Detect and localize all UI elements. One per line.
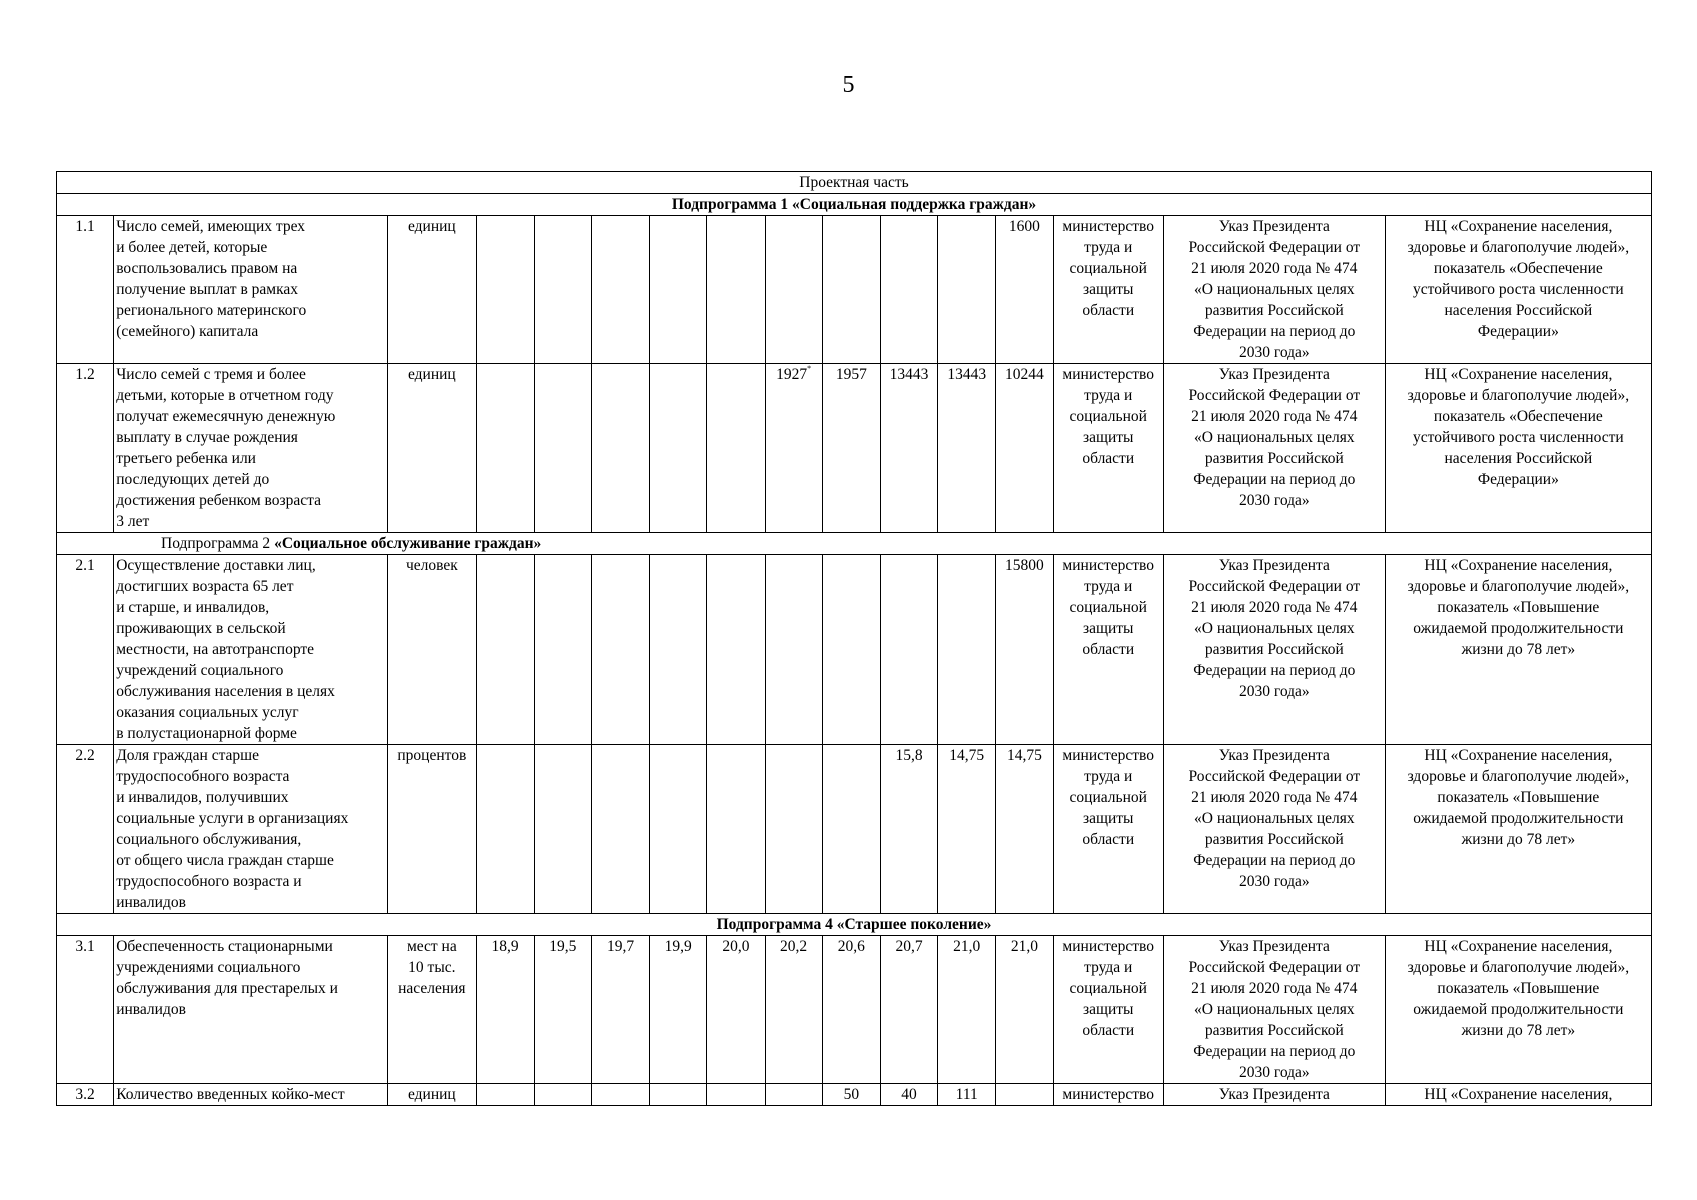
- value-cell: [534, 555, 591, 745]
- legal-basis: [1163, 216, 1385, 364]
- legal-basis: [1163, 745, 1385, 914]
- text-line: социальной: [1069, 260, 1147, 277]
- text-line: защиты: [1083, 620, 1134, 637]
- value-cell: 40: [880, 1084, 937, 1106]
- text-line: НЦ «Сохранение населения,: [1424, 1086, 1613, 1103]
- indicator-row: [57, 216, 1652, 364]
- text-line: процентов: [397, 747, 467, 764]
- text-line: НЦ «Сохранение населения,: [1424, 938, 1613, 955]
- text-line: Указ Президента: [1218, 1086, 1330, 1103]
- responsible-executor: [1053, 555, 1163, 745]
- text-line: 21 июля 2020 года № 474: [1191, 260, 1358, 277]
- text-line: 2030 года»: [1238, 1064, 1310, 1081]
- text-line: Федерации на период до: [1193, 471, 1356, 488]
- text-line: министерство: [1062, 218, 1155, 235]
- text-line: развития Российской: [1204, 831, 1344, 848]
- text-line: Федерации на период до: [1193, 852, 1356, 869]
- text-line: области: [1082, 831, 1135, 848]
- text-line: Указ Президента: [1218, 557, 1330, 574]
- text-line: 10 тыс.: [408, 959, 456, 976]
- text-line: социальной: [1069, 408, 1147, 425]
- text-line: 21 июля 2020 года № 474: [1191, 408, 1358, 425]
- legal-basis: [1163, 555, 1385, 745]
- value-cell: 20,7: [880, 936, 937, 1084]
- value-cell: [996, 1084, 1053, 1106]
- indicator-row: [57, 364, 1652, 533]
- responsible-executor: [1053, 364, 1163, 533]
- text-line: здоровье и благополучие людей»,: [1407, 387, 1630, 404]
- responsible-executor: [1053, 1084, 1163, 1106]
- value-cell: 18,9: [476, 936, 534, 1084]
- text-line: области: [1082, 450, 1135, 467]
- text-line: НЦ «Сохранение населения,: [1424, 366, 1613, 383]
- project-part-label: Проектная часть: [57, 172, 1652, 194]
- value-cell: 21,0: [996, 936, 1053, 1084]
- national-goal: [1385, 936, 1651, 1084]
- value-cell: [707, 555, 765, 745]
- unit-of-measure: [388, 1084, 476, 1106]
- text-line: НЦ «Сохранение населения,: [1424, 747, 1613, 764]
- text-line: защиты: [1083, 810, 1134, 827]
- legal-basis: [1163, 1084, 1385, 1106]
- responsible-executor: [1053, 216, 1163, 364]
- text-line: показатель «Повышение: [1437, 789, 1600, 806]
- unit-of-measure: [388, 364, 476, 533]
- text-line: «О национальных целях: [1194, 429, 1355, 446]
- text-line: трудоспособного возраста и: [116, 873, 302, 890]
- text-line: труда и: [1084, 387, 1133, 404]
- subprogram-row: [57, 194, 1652, 216]
- value-cell: [650, 555, 707, 745]
- indicator-number: 2.1: [57, 555, 114, 745]
- text-line: Указ Президента: [1218, 366, 1330, 383]
- text-line: министерство: [1062, 747, 1155, 764]
- subprogram-title: [57, 533, 1652, 555]
- text-line: здоровье и благополучие людей»,: [1407, 578, 1630, 595]
- text-line: Федерации на период до: [1193, 1043, 1356, 1060]
- indicators-table: [56, 171, 1652, 1106]
- text-line: достижения ребенком возраста: [116, 492, 321, 509]
- value-cell: [476, 364, 534, 533]
- value-cell: [476, 1084, 534, 1106]
- text-line: жизни до 78 лет»: [1461, 1022, 1576, 1039]
- value-cell: 13443: [938, 364, 996, 533]
- text-line: единиц: [407, 218, 456, 235]
- subprogram-name: «Социальное обслуживание граждан»: [274, 535, 542, 552]
- value-cell: [591, 1084, 649, 1106]
- text-line: труда и: [1084, 959, 1133, 976]
- value-cell: 20,0: [707, 936, 765, 1084]
- national-goal: [1385, 216, 1651, 364]
- value-cell: [650, 364, 707, 533]
- text-line: обслуживания населения в целях: [116, 683, 335, 700]
- indicator-name: [114, 216, 388, 364]
- text-line: получение выплат в рамках: [116, 281, 298, 298]
- national-goal: [1385, 364, 1651, 533]
- text-line: министерство: [1062, 366, 1155, 383]
- text-line: Федерации на период до: [1193, 662, 1356, 679]
- text-line: 21 июля 2020 года № 474: [1191, 980, 1358, 997]
- text-line: проживающих в сельской: [116, 620, 286, 637]
- text-line: и инвалидов, получивших: [116, 789, 289, 806]
- text-line: Указ Президента: [1218, 938, 1330, 955]
- text-line: защиты: [1083, 1001, 1134, 1018]
- value-cell: 1600: [996, 216, 1053, 364]
- text-line: Указ Президента: [1218, 218, 1330, 235]
- text-line: инвалидов: [116, 894, 186, 911]
- text-line: Обеспеченность стационарными: [116, 938, 333, 955]
- value-cell: 19,9: [650, 936, 707, 1084]
- text-line: жизни до 78 лет»: [1461, 641, 1576, 658]
- value-cell: [938, 216, 996, 364]
- value-cell: [476, 745, 534, 914]
- subprogram-title: Подпрограмма 4 «Старшее поколение»: [57, 914, 1652, 936]
- value-cell: [765, 216, 822, 364]
- value-cell: [707, 364, 765, 533]
- value-cell: [765, 745, 822, 914]
- value-cell: [822, 555, 880, 745]
- value-cell: [938, 555, 996, 745]
- text-line: достигших возраста 65 лет: [116, 578, 294, 595]
- text-line: единиц: [407, 1086, 456, 1103]
- text-line: учреждениями социального: [116, 959, 301, 976]
- value-cell: [707, 745, 765, 914]
- value-cell: 21,0: [938, 936, 996, 1084]
- value-cell: 19,7: [591, 936, 649, 1084]
- text-line: устойчивого роста численности: [1413, 429, 1624, 446]
- text-line: человек: [405, 557, 458, 574]
- text-line: 21 июля 2020 года № 474: [1191, 599, 1358, 616]
- text-line: ожидаемой продолжительности: [1413, 1001, 1624, 1018]
- text-line: выплату в случае рождения: [116, 429, 298, 446]
- text-line: (семейного) капитала: [116, 323, 259, 340]
- indicator-row: [57, 555, 1652, 745]
- indicator-name: [114, 745, 388, 914]
- text-line: защиты: [1083, 281, 1134, 298]
- value-cell: 20,6: [822, 936, 880, 1084]
- legal-basis: [1163, 364, 1385, 533]
- text-line: и старше, и инвалидов,: [116, 599, 270, 616]
- text-line: оказания социальных услуг: [116, 704, 299, 721]
- national-goal: [1385, 745, 1651, 914]
- value-cell: 10244: [996, 364, 1053, 533]
- indicator-number: 2.2: [57, 745, 114, 914]
- indicator-row: [57, 936, 1652, 1084]
- unit-of-measure: [388, 216, 476, 364]
- value-cell: [822, 745, 880, 914]
- footnote-mark: *: [807, 364, 812, 373]
- legal-basis: [1163, 936, 1385, 1084]
- text-line: мест на: [406, 938, 457, 955]
- text-line: ожидаемой продолжительности: [1413, 620, 1624, 637]
- value-cell: 111: [938, 1084, 996, 1106]
- unit-of-measure: [388, 745, 476, 914]
- indicator-number: 3.1: [57, 936, 114, 1084]
- text-line: показатель «Повышение: [1437, 980, 1600, 997]
- text-line: Осуществление доставки лиц,: [116, 557, 316, 574]
- subprogram-row: [57, 914, 1652, 936]
- text-line: Количество введенных койко-мест: [116, 1086, 345, 1103]
- value-cell: [476, 555, 534, 745]
- indicator-name: [114, 1084, 388, 1106]
- value-cell: 20,2: [765, 936, 822, 1084]
- text-line: в полустационарной форме: [116, 725, 297, 742]
- text-line: ожидаемой продолжительности: [1413, 810, 1624, 827]
- text-line: социальной: [1069, 599, 1147, 616]
- text-line: социальной: [1069, 789, 1147, 806]
- text-line: 2030 года»: [1238, 683, 1310, 700]
- text-line: 2030 года»: [1238, 492, 1310, 509]
- text-line: труда и: [1084, 578, 1133, 595]
- text-line: НЦ «Сохранение населения,: [1424, 218, 1613, 235]
- text-line: развития Российской: [1204, 641, 1344, 658]
- value-cell: 13443: [880, 364, 937, 533]
- unit-of-measure: [388, 936, 476, 1084]
- text-line: «О национальных целях: [1194, 281, 1355, 298]
- text-line: Российской Федерации от: [1188, 768, 1361, 785]
- text-line: социальной: [1069, 980, 1147, 997]
- unit-of-measure: [388, 555, 476, 745]
- text-line: Российской Федерации от: [1188, 239, 1361, 256]
- text-line: труда и: [1084, 239, 1133, 256]
- text-line: «О национальных целях: [1194, 620, 1355, 637]
- text-line: трудоспособного возраста: [116, 768, 290, 785]
- text-line: области: [1082, 641, 1135, 658]
- text-line: социальные услуги в организациях: [116, 810, 349, 827]
- value-cell: 50: [822, 1084, 880, 1106]
- text-line: последующих детей до: [116, 471, 270, 488]
- text-line: Число семей с тремя и более: [116, 366, 306, 383]
- text-line: 21 июля 2020 года № 474: [1191, 789, 1358, 806]
- value-cell: [534, 364, 591, 533]
- indicator-number: 1.1: [57, 216, 114, 364]
- value-cell: [591, 555, 649, 745]
- text-line: жизни до 78 лет»: [1461, 831, 1576, 848]
- text-line: 3 лет: [116, 513, 150, 530]
- text-line: населения Российской: [1444, 450, 1593, 467]
- text-line: Число семей, имеющих трех: [116, 218, 306, 235]
- text-line: области: [1082, 1022, 1135, 1039]
- project-part-row: [57, 172, 1652, 194]
- value-cell: [707, 1084, 765, 1106]
- text-line: учреждений социального: [116, 662, 284, 679]
- text-line: от общего числа граждан старше: [116, 852, 334, 869]
- indicator-number: 1.2: [57, 364, 114, 533]
- responsible-executor: [1053, 745, 1163, 914]
- value-cell: [707, 216, 765, 364]
- subprogram-prefix: Подпрограмма 2: [161, 535, 275, 552]
- text-line: развития Российской: [1204, 1022, 1344, 1039]
- value-cell: [650, 1084, 707, 1106]
- text-line: здоровье и благополучие людей»,: [1407, 239, 1630, 256]
- indicator-row: [57, 745, 1652, 914]
- value-cell: 19,5: [534, 936, 591, 1084]
- value-cell: 1927*: [765, 364, 822, 533]
- text-line: министерство: [1062, 557, 1155, 574]
- text-line: 2030 года»: [1238, 344, 1310, 361]
- indicator-row: [57, 1084, 1652, 1106]
- text-line: Федерации»: [1477, 323, 1559, 340]
- text-line: населения Российской: [1444, 302, 1593, 319]
- text-line: «О национальных целях: [1194, 810, 1355, 827]
- subprogram-row: [57, 533, 1652, 555]
- text-line: социального обслуживания,: [116, 831, 302, 848]
- text-line: третьего ребенка или: [116, 450, 256, 467]
- text-line: здоровье и благополучие людей»,: [1407, 959, 1630, 976]
- indicator-number: 3.2: [57, 1084, 114, 1106]
- text-line: Российской Федерации от: [1188, 959, 1361, 976]
- value-cell: [880, 216, 937, 364]
- text-line: Федерации»: [1477, 471, 1559, 488]
- text-line: Российской Федерации от: [1188, 387, 1361, 404]
- value-cell: 14,75: [996, 745, 1053, 914]
- text-line: Указ Президента: [1218, 747, 1330, 764]
- value-cell: 1957: [822, 364, 880, 533]
- value-cell: [650, 216, 707, 364]
- value-cell: [880, 555, 937, 745]
- text-line: инвалидов: [116, 1001, 186, 1018]
- value-cell: [650, 745, 707, 914]
- value-cell: [591, 216, 649, 364]
- text-line: обслуживания для престарелых и: [116, 980, 338, 997]
- text-line: показатель «Обеспечение: [1433, 408, 1603, 425]
- text-line: Доля граждан старше: [116, 747, 259, 764]
- value-cell: [534, 216, 591, 364]
- text-line: воспользовались правом на: [116, 260, 298, 277]
- text-line: здоровье и благополучие людей»,: [1407, 768, 1630, 785]
- text-line: единиц: [407, 366, 456, 383]
- subprogram-title: Подпрограмма 1 «Социальная поддержка граждан»: [57, 194, 1652, 216]
- value-cell: 14,75: [938, 745, 996, 914]
- value-cell: [591, 364, 649, 533]
- indicator-name: [114, 936, 388, 1084]
- page-number: 5: [842, 72, 855, 98]
- national-goal: [1385, 555, 1651, 745]
- text-line: устойчивого роста численности: [1413, 281, 1624, 298]
- text-line: министерство: [1062, 1086, 1155, 1103]
- text-line: развития Российской: [1204, 302, 1344, 319]
- text-line: местности, на автотранспорте: [116, 641, 315, 658]
- text-line: НЦ «Сохранение населения,: [1424, 557, 1613, 574]
- text-line: получат ежемесячную денежную: [116, 408, 336, 425]
- responsible-executor: [1053, 936, 1163, 1084]
- text-line: «О национальных целях: [1194, 1001, 1355, 1018]
- value-cell: [591, 745, 649, 914]
- text-line: труда и: [1084, 768, 1133, 785]
- value-cell: 15,8: [880, 745, 937, 914]
- value-cell: [765, 1084, 822, 1106]
- text-line: показатель «Обеспечение: [1433, 260, 1603, 277]
- text-line: показатель «Повышение: [1437, 599, 1600, 616]
- text-line: области: [1082, 302, 1135, 319]
- text-line: развития Российской: [1204, 450, 1344, 467]
- text-line: 2030 года»: [1238, 873, 1310, 890]
- indicator-name: [114, 364, 388, 533]
- national-goal: [1385, 1084, 1651, 1106]
- value-cell: [765, 555, 822, 745]
- value-cell: [534, 745, 591, 914]
- value-cell: 15800: [996, 555, 1053, 745]
- text-line: и более детей, которые: [116, 239, 268, 256]
- text-line: регионального материнского: [116, 302, 307, 319]
- text-line: Российской Федерации от: [1188, 578, 1361, 595]
- value-cell: [534, 1084, 591, 1106]
- value-cell: [476, 216, 534, 364]
- text-line: населения: [398, 980, 466, 997]
- text-line: министерство: [1062, 938, 1155, 955]
- text-line: детьми, которые в отчетном году: [116, 387, 334, 404]
- text-line: защиты: [1083, 429, 1134, 446]
- value-cell: [822, 216, 880, 364]
- indicator-name: [114, 555, 388, 745]
- text-line: Федерации на период до: [1193, 323, 1356, 340]
